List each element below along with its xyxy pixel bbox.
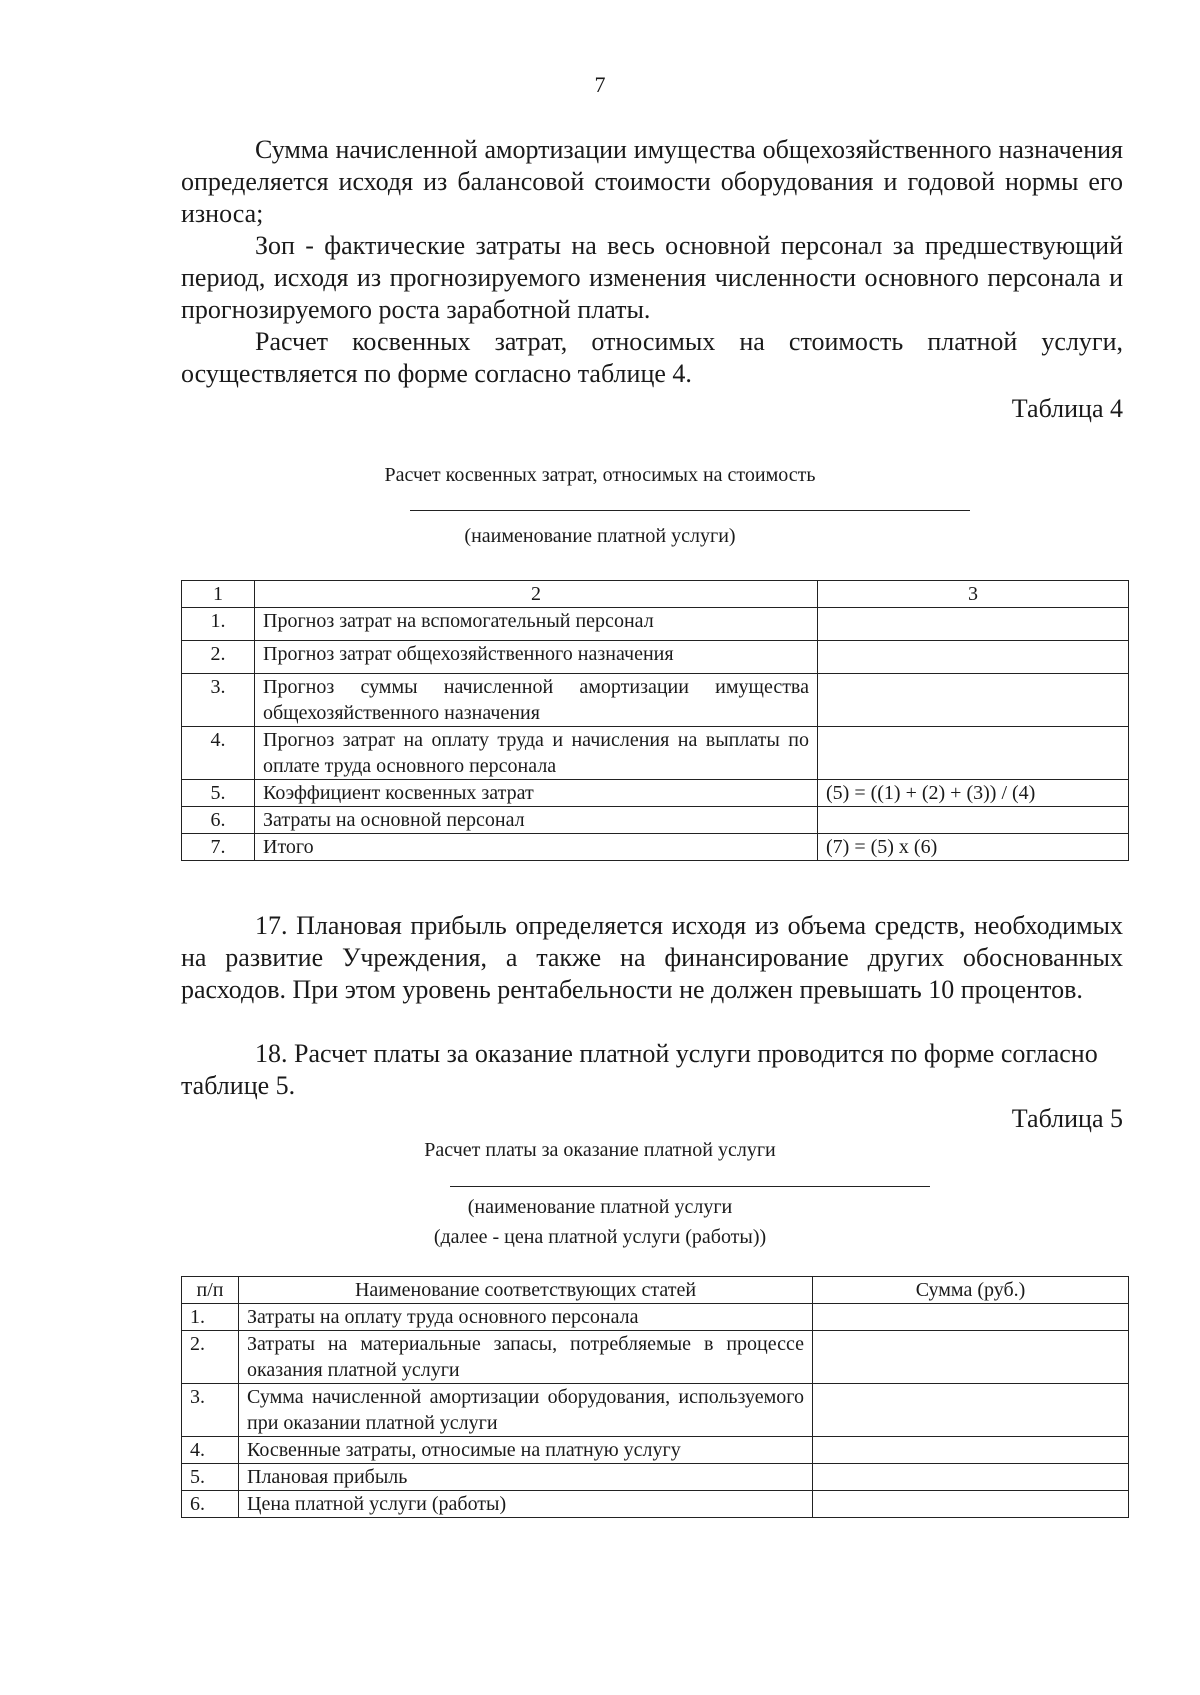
table-row	[182, 780, 1129, 807]
table-row	[182, 807, 1129, 834]
row-value	[813, 1491, 1129, 1518]
row-value	[813, 1437, 1129, 1464]
table-5-caption: Расчет платы за оказание платной услуги	[424, 1139, 776, 1161]
table-4-label: Таблица 4	[1011, 394, 1123, 423]
row-value	[818, 608, 1129, 641]
service-name-underline	[450, 1186, 930, 1187]
table-5-sub-caption-2: (далее - цена платной услуги (работы))	[433, 1226, 767, 1248]
row-name: Прогноз суммы начисленной амортизации имущества общехозяйственного назначения	[255, 674, 818, 727]
table-row	[182, 1464, 1129, 1491]
row-value	[813, 1304, 1129, 1331]
table-row	[182, 1384, 1129, 1437]
table-header-cell: Сумма (руб.)	[813, 1277, 1129, 1304]
row-number: 2.	[182, 641, 255, 674]
paragraph-17: 17. Плановая прибыль определяется исходя из объема средств, необходимых на развитие Учреждения, а также на финансирование других обоснованных расходов. При этом уровень рентабельности не должен превышать 10 процентов.	[181, 911, 1123, 1004]
table-row	[182, 641, 1129, 674]
table-4-sub-caption: (наименование платной услуги)	[464, 525, 736, 547]
row-number: 5.	[182, 1464, 239, 1491]
table-header-cell: 3	[818, 581, 1129, 608]
table-header-row	[182, 581, 1129, 608]
table-header-cell: п/п	[182, 1277, 239, 1304]
table-5-label: Таблица 5	[1011, 1104, 1123, 1133]
row-value	[818, 807, 1129, 834]
row-number: 4.	[182, 727, 255, 780]
table-row	[182, 1304, 1129, 1331]
row-value: (7) = (5) х (6)	[818, 834, 1129, 861]
table-4-caption: Расчет косвенных затрат, относимых на стоимость	[384, 464, 816, 486]
paragraph-indirect-costs: Расчет косвенных затрат, относимых на стоимость платной услуги, осуществляется по форме согласно таблице 4.	[181, 327, 1123, 388]
row-value	[813, 1384, 1129, 1437]
row-number: 6.	[182, 807, 255, 834]
row-name: Коэффициент косвенных затрат	[255, 780, 818, 807]
row-name: Плановая прибыль	[239, 1464, 813, 1491]
row-value	[818, 641, 1129, 674]
table-row	[182, 727, 1129, 780]
row-name: Затраты на материальные запасы, потребляемые в процессе оказания платной услуги	[239, 1331, 813, 1384]
table-header-row	[182, 1277, 1129, 1304]
paragraph-amortization: Сумма начисленной амортизации имущества общехозяйственного назначения определяется исходя из балансовой стоимости оборудования и годовой нормы его износа;	[181, 135, 1123, 228]
table-row	[182, 674, 1129, 727]
table-header-cell: Наименование соответствующих статей	[239, 1277, 813, 1304]
row-name: Косвенные затраты, относимые на платную услугу	[239, 1437, 813, 1464]
table-5	[181, 1276, 1129, 1518]
row-name: Прогноз затрат общехозяйственного назначения	[255, 641, 818, 674]
paragraph-zop: Зоп - фактические затраты на весь основной персонал за предшествующий период, исходя из прогнозируемого изменения численности основного персонала и прогнозируемого роста заработной платы.	[181, 231, 1123, 324]
table-row	[182, 1331, 1129, 1384]
row-value: (5) = ((1) + (2) + (3)) / (4)	[818, 780, 1129, 807]
table-row	[182, 608, 1129, 641]
row-number: 5.	[182, 780, 255, 807]
row-number: 1.	[182, 608, 255, 641]
row-name: Затраты на оплату труда основного персонала	[239, 1304, 813, 1331]
row-name: Цена платной услуги (работы)	[239, 1491, 813, 1518]
row-name: Прогноз затрат на вспомогательный персонал	[255, 608, 818, 641]
table-row	[182, 1491, 1129, 1518]
row-number: 3.	[182, 674, 255, 727]
row-number: 4.	[182, 1437, 239, 1464]
row-name: Прогноз затрат на оплату труда и начисления на выплаты по оплате труда основного персонала	[255, 727, 818, 780]
row-number: 7.	[182, 834, 255, 861]
row-name: Итого	[255, 834, 818, 861]
row-value	[813, 1464, 1129, 1491]
table-5-sub-caption: (наименование платной услуги	[467, 1196, 733, 1218]
row-value	[818, 674, 1129, 727]
row-number: 2.	[182, 1331, 239, 1384]
row-number: 6.	[182, 1491, 239, 1518]
table-row	[182, 1437, 1129, 1464]
row-name: Сумма начисленной амортизации оборудования, используемого при оказании платной услуги	[239, 1384, 813, 1437]
page-number: 7	[594, 72, 606, 97]
table-4	[181, 580, 1129, 861]
row-value	[818, 727, 1129, 780]
row-number: 1.	[182, 1304, 239, 1331]
table-header-cell: 2	[255, 581, 818, 608]
table-row	[182, 834, 1129, 861]
row-value	[813, 1331, 1129, 1384]
row-number: 3.	[182, 1384, 239, 1437]
row-name: Затраты на основной персонал	[255, 807, 818, 834]
table-header-cell: 1	[182, 581, 255, 608]
service-name-underline	[410, 510, 970, 511]
paragraph-18: 18. Расчет платы за оказание платной услуги проводится по форме согласно таблице 5.	[181, 1039, 1098, 1100]
